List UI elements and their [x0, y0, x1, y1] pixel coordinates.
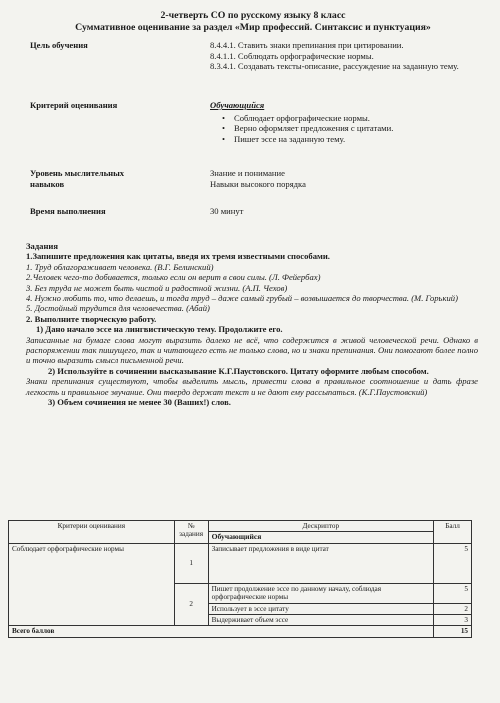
- worksheet-header: [22, 10, 484, 34]
- time-label: Время выполнения: [30, 206, 106, 216]
- criteria-label: Критерий оценивания: [30, 100, 118, 110]
- task1-item: 4. Нужно любить то, что делаешь, и тогда труд – даже самый грубый – возвышается до творчества. (М. Горький): [26, 293, 458, 304]
- goal-label: Цель обучения: [30, 40, 88, 50]
- subtask2-title: 2) Используйте в сочинении высказывание К.Г.Паустовского. Цитату оформите любым способом.: [48, 365, 429, 376]
- table-row: [9, 543, 472, 583]
- cell-score: 2: [434, 603, 472, 614]
- cell-descriptor: Использует в эссе цитату: [208, 603, 433, 614]
- total-label: Всего баллов: [9, 626, 434, 637]
- goal-item: 8.3.4.1. Создавать тексты-описание, рассуждение на заданную тему.: [210, 61, 459, 71]
- criteria-item: • Пишет эссе на заданную тему.: [210, 134, 480, 145]
- cell-score: 5: [434, 543, 472, 583]
- subtask2-text: Знаки препинания существуют, чтобы выделить мысль, привести слова в правильное соотношение и дать фразе легкость и правильное звучание. Они твердо держат текст и не дают ему рассыпаться. (К.Г.Паустовский): [26, 376, 478, 397]
- header-task-number: [174, 521, 208, 544]
- cell-descriptor: Пишет продолжение эссе по данному началу, соблюдая орфографические нормы: [208, 583, 433, 603]
- cell-descriptor: Записывает предложения в виде цитат: [208, 543, 433, 583]
- header-criteria: Критерии оценивания: [9, 521, 175, 544]
- level-item: Навыки высокого порядка: [210, 178, 306, 189]
- header-score: Балл: [434, 521, 472, 544]
- subtask1-title: 1) Дано начало эссе на лингвистическую тему. Продолжите его.: [36, 324, 283, 335]
- cell-descriptor: Выдерживает объем эссе: [208, 615, 433, 626]
- cell-num: 2: [174, 583, 208, 626]
- subtask3-title: 3) Объем сочинения не менее 30 (Ваших!) слов.: [48, 397, 231, 408]
- level-list: [210, 168, 480, 189]
- header-task: задания: [179, 530, 204, 539]
- goal-item: 8.4.1.1. Соблюдать орфографические нормы.: [210, 50, 374, 61]
- header-descriptor: Дескриптор: [208, 521, 433, 532]
- subtask1-text: Записанные на бумаге слова могут выразить далеко не всё, что содержится в живой человеческой речи. Однако в распоряжении так пишущего, так и читающего есть не только слова, но и знаки препинания. Они помогают более полно и точно выразить смысл письменной речи.: [26, 334, 478, 366]
- tasks-title: Задания: [26, 241, 59, 251]
- task1-title: 1.Запишите предложения как цитаты, введя их тремя известными способами.: [26, 251, 330, 262]
- goal-item: 8.4.4.1. Ставить знаки препинания при цитировании.: [210, 40, 404, 50]
- assessment-table: [8, 520, 472, 638]
- criteria-title: Обучающийся: [210, 100, 265, 110]
- cell-num: 1: [174, 543, 208, 583]
- goal-list: [210, 40, 480, 72]
- task2-title: 2. Выполните творческую работу.: [26, 313, 157, 324]
- header-num: №: [187, 522, 195, 530]
- cell-score: 5: [434, 583, 472, 603]
- task1-item: 3. Без труда не может быть чистой и радостной жизни. (А.П. Чехов): [26, 282, 288, 293]
- total-value: 15: [434, 626, 472, 637]
- level-item: Знание и понимание: [210, 168, 285, 178]
- header-learner: Обучающийся: [208, 532, 433, 543]
- table-header-row: [9, 521, 472, 532]
- tasks-section: [26, 241, 478, 408]
- criteria-list: [210, 100, 480, 144]
- header-line-1: 2-четверть СО по русскому языку 8 класс: [160, 10, 346, 21]
- cell-score: 3: [434, 615, 472, 626]
- time-value: 30 минут: [210, 206, 244, 216]
- criteria-item: • Соблюдает орфографические нормы.: [210, 113, 480, 124]
- header-line-2: Суммативное оценивание за раздел «Мир профессий. Синтаксис и пунктуация»: [75, 22, 431, 33]
- table-total-row: [9, 626, 472, 637]
- task1-item: 2.Человек чего-то добивается, только если он верит в свои силы. (Л. Фейербах): [26, 272, 321, 283]
- level-label: Уровень мыслительных навыков: [30, 168, 125, 189]
- task1-item: 5. Достойный трудится для человечества. (Абай): [26, 303, 210, 314]
- task1-item: 1. Труд облагораживает человека. (В.Г. Белинский): [26, 261, 214, 272]
- cell-criteria: Соблюдает орфографические нормы: [9, 543, 175, 626]
- criteria-item: • Верно оформляет предложения с цитатами.: [210, 123, 480, 134]
